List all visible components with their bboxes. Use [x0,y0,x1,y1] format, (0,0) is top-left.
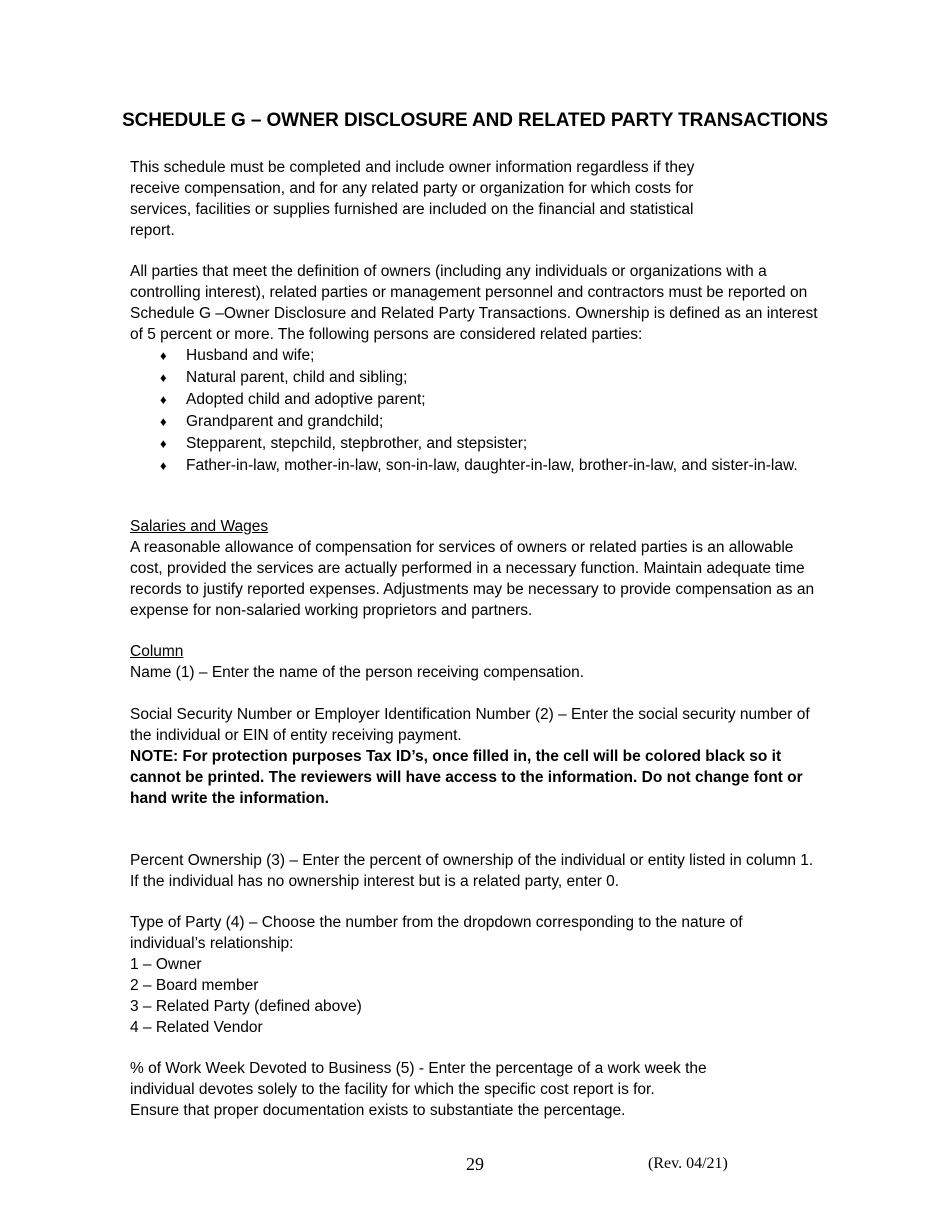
type-of-party-text: Type of Party (4) – Choose the number from the dropdown corresponding to the nature of individual’s relationship: [130,914,743,952]
type-section [130,912,820,1038]
diamond-bullet-icon: ♦ [160,370,167,385]
salaries-heading: Salaries and Wages [130,518,269,535]
list-item: ♦ Father-in-law, mother-in-law, son-in-law, daughter-in-law, brother-in-law, and sister-in-law. [160,457,798,474]
percent-ownership-text: Percent Ownership (3) – Enter the percent of ownership of the individual or entity listed in column 1. If the individual has no ownership interest but is a related party, enter 0. [130,852,814,890]
tax-id-note: NOTE: For protection purposes Tax ID’s, once filled in, the cell will be colored black so it cannot be printed. The reviewers will have access to the information. Do not change font or hand write the information. [130,748,803,807]
party-type-list [130,954,820,1038]
column-name-text: Name (1) – Enter the name of the person receiving compensation. [130,664,585,681]
list-item: 3 – Related Party (defined above) [130,998,362,1015]
intro-paragraph [130,157,720,241]
salaries-text: A reasonable allowance of compensation for services of owners or related parties is an allowable cost, provided the services are actually performed in a necessary function. Maintain adequate time records to justify reported expenses. Adjustments may be necessary to provide compensation as an expense for non-salaried working proprietors and partners. [130,539,815,619]
ssn-text: Social Security Number or Employer Identification Number (2) – Enter the social security number of the individual or EIN of entity receiving payment. [130,706,810,744]
diamond-bullet-icon: ♦ [160,436,167,451]
list-item: 4 – Related Vendor [130,1019,263,1036]
salaries-section [130,516,820,621]
related-parties-list [130,345,820,476]
list-item: ♦ Grandparent and grandchild; [160,413,384,430]
workweek-section [130,1058,720,1121]
page-title: SCHEDULE G – OWNER DISCLOSURE AND RELATED PARTY TRANSACTIONS [122,110,828,131]
list-item: 2 – Board member [130,977,259,994]
list-item: ♦ Husband and wife; [160,347,315,364]
column-heading: Column [130,643,184,660]
definition-section [130,261,820,477]
page-number: 29 [466,1154,484,1174]
diamond-bullet-icon: ♦ [160,414,167,429]
list-item: ♦ Natural parent, child and sibling; [160,369,408,386]
list-item: ♦ Adopted child and adoptive parent; [160,391,426,408]
percent-section [130,850,820,892]
revision-label: (Rev. 04/21) [648,1155,728,1172]
list-item: ♦ Stepparent, stepchild, stepbrother, and stepsister; [160,435,528,452]
workweek-text: % of Work Week Devoted to Business (5) - Enter the percentage of a work week the individual devotes solely to the facility for which the specific cost report is for. [130,1060,707,1098]
list-item: 1 – Owner [130,956,202,973]
diamond-bullet-icon: ♦ [160,392,167,407]
workweek-note: Ensure that proper documentation exists to substantiate the percentage. [130,1102,626,1119]
ssn-section [130,704,820,809]
column-section [130,641,820,683]
diamond-bullet-icon: ♦ [160,458,167,473]
definition-text: All parties that meet the definition of owners (including any individuals or organizations with a controlling interest), related parties or management personnel and contractors must be reported on Schedule G –Owner Disclosure and Related Party Transactions. Ownership is defined as an interest of 5 percent or more. The following persons are considered related parties: [130,263,818,343]
intro-text: This schedule must be completed and include owner information regardless if they receive compensation, and for any related party or organization for which costs for services, facilities or supplies furnished are included on the financial and statistical report. [130,159,695,239]
diamond-bullet-icon: ♦ [160,348,167,363]
